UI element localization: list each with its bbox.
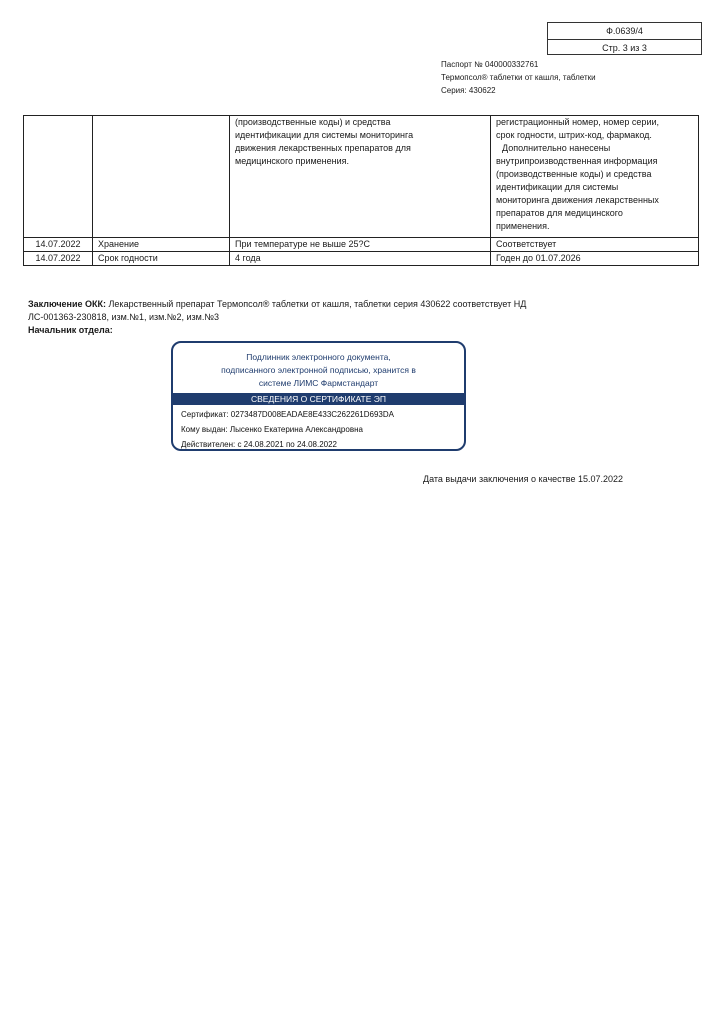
form-code: Ф.0639/4 [606, 26, 643, 36]
conclusion-block [28, 298, 548, 337]
table-row [24, 116, 699, 238]
table-row [24, 252, 699, 266]
result-line: идентификации для системы [496, 182, 619, 192]
stamp-title [173, 351, 464, 390]
conclusion-label: Заключение ОКК: [28, 299, 107, 309]
cell-result: Соответствует [491, 238, 699, 252]
result-line: срок годности, штрих-код, фармакод. [496, 130, 652, 140]
result-line: внутрипроизводственная информация [496, 156, 658, 166]
cell-result: Годен до 01.07.2026 [491, 252, 699, 266]
cell-param: Хранение [93, 238, 230, 252]
conclusion-body: Лекарственный препарат Термопсол® таблетки от кашля, таблетки серия 430622 соответствует НД [106, 299, 527, 309]
results-table [23, 115, 699, 266]
page-number: Стр. 3 из 3 [548, 39, 701, 56]
norm-line: медицинского применения. [235, 156, 350, 166]
result-line: применения. [496, 221, 550, 231]
conclusion-reference: ЛС-001363-230818, изм.№1, изм.№2, изм.№3 [28, 312, 219, 322]
cell-result [491, 116, 699, 238]
result-line: мониторинга движения лекарственных [496, 195, 659, 205]
cell-param: Срок годности [93, 252, 230, 266]
norm-line: (производственные коды) и средства [235, 117, 391, 127]
stamp-title-line: системе ЛИМС Фармстандарт [258, 378, 379, 388]
electronic-signature-stamp [171, 341, 466, 451]
cell-norm: 4 года [230, 252, 491, 266]
result-line: Дополнительно нанесены [502, 143, 611, 153]
passport-series: Серия: 430622 [441, 86, 496, 95]
passport-header [441, 58, 596, 97]
norm-line: идентификации для системы мониторинга [235, 130, 414, 140]
result-line: (производственные коды) и средства [496, 169, 652, 179]
cell-norm [230, 116, 491, 238]
cell-param [93, 116, 230, 238]
stamp-certificate-header: СВЕДЕНИЯ О СЕРТИФИКАТЕ ЭП [173, 393, 464, 405]
norm-line: движения лекарственных препаратов для [235, 143, 411, 153]
stamp-title-line: Подлинник электронного документа, [246, 352, 391, 362]
conclusion-text [28, 298, 548, 311]
result-line: препаратов для медицинского [496, 208, 623, 218]
cell-date: 14.07.2022 [24, 252, 93, 266]
stamp-issued-to: Кому выдан: Лысенко Екатерина Александровна [181, 425, 363, 434]
stamp-valid: Действителен: с 24.08.2021 по 24.08.2022 [181, 440, 337, 449]
passport-product: Термопсол® таблетки от кашля, таблетки [441, 73, 596, 82]
stamp-title-line: подписанного электронной подписью, хранится в [221, 365, 416, 375]
table-row [24, 238, 699, 252]
form-code-box [547, 22, 702, 55]
cell-norm: При температуре не выше 25?С [230, 238, 491, 252]
stamp-certificate: Сертификат: 0273487D008EADAE8E433C262261D693DA [181, 410, 394, 419]
passport-number: Паспорт № 040000332761 [441, 60, 539, 69]
head-label: Начальник отдела: [28, 325, 113, 335]
cell-date: 14.07.2022 [24, 238, 93, 252]
cell-date [24, 116, 93, 238]
issue-date: Дата выдачи заключения о качестве 15.07.2022 [423, 474, 623, 484]
head-of-department [28, 324, 548, 337]
result-line: регистрационный номер, номер серии, [496, 117, 659, 127]
